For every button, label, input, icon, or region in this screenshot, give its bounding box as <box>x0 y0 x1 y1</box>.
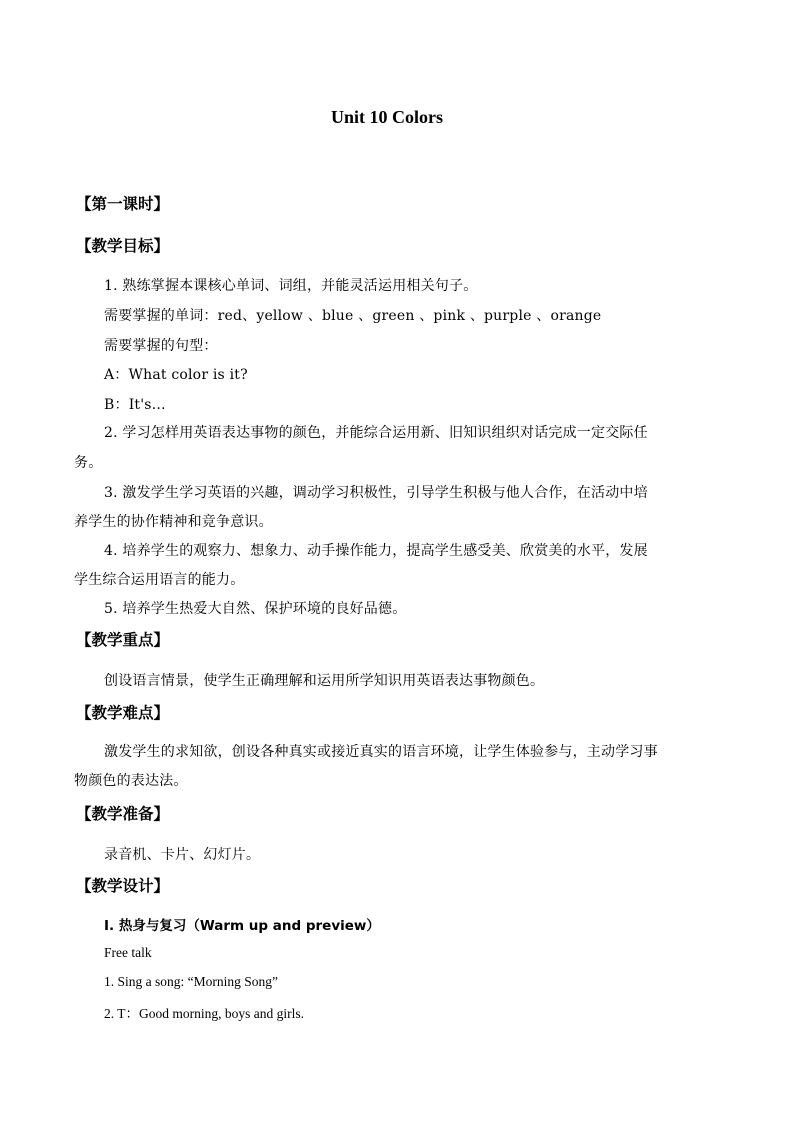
difficulties-line-1: 激发学生的求知欲，创设各种真实或接近真实的语言环境，让学生体验参与，主动学习事 <box>104 744 658 760</box>
preparation-text: 录音机、卡片、幻灯片。 <box>104 847 261 863</box>
objective-item-3-line-2: 养学生的协作精神和竞争意识。 <box>74 514 273 530</box>
preparation-heading: 【教学准备】 <box>76 805 170 823</box>
lesson-heading: 【第一课时】 <box>76 195 170 213</box>
difficulties-heading: 【教学难点】 <box>76 704 170 722</box>
free-talk-label: Free talk <box>104 945 152 960</box>
objective-item-4-line-2: 学生综合运用语言的能力。 <box>74 572 245 588</box>
objective-item-4-line-1: 4. 培养学生的观察力、想象力、动手操作能力，提高学生感受美、欣赏美的水平，发展 <box>104 543 648 559</box>
warm-up-step-heading: I. 热身与复习（Warm up and preview） <box>104 918 380 934</box>
objective-item-3-line-1: 3. 激发学生学习英语的兴趣，调动学习积极性，引导学生积极与他人合作，在活动中培 <box>104 485 648 501</box>
vocabulary-list: 需要掌握的单词：red、yellow 、blue 、green 、pink 、purple 、orange <box>104 308 602 324</box>
difficulties-line-2: 物颜色的表达法。 <box>74 773 188 789</box>
design-heading: 【教学设计】 <box>76 877 170 895</box>
activity-line-2: 2. T：Good morning, boys and girls. <box>104 1006 304 1021</box>
objective-item-2-line-1: 2. 学习怎样用英语表达事物的颜色，并能综合运用新、旧知识组织对话完成一定交际任 <box>104 425 648 441</box>
sentence-patterns-label: 需要掌握的句型： <box>104 338 218 354</box>
key-points-heading: 【教学重点】 <box>76 631 170 649</box>
objective-item-1: 1. 熟练掌握本课核心单词、词组，并能灵活运用相关句子。 <box>104 278 478 294</box>
objective-item-5: 5. 培养学生热爱大自然、保护环境的良好品德。 <box>104 601 407 617</box>
key-points-text: 创设语言情景，使学生正确理解和运用所学知识用英语表达事物颜色。 <box>104 673 545 689</box>
dialog-line-b: B：It's… <box>104 397 166 413</box>
objectives-heading: 【教学目标】 <box>76 237 170 255</box>
document-title: Unit 10 Colors <box>331 107 443 127</box>
activity-line-1: 1. Sing a song: “Morning Song” <box>104 974 278 989</box>
dialog-line-a: A：What color is it? <box>104 367 248 383</box>
objective-item-2-line-2: 务。 <box>74 455 103 471</box>
